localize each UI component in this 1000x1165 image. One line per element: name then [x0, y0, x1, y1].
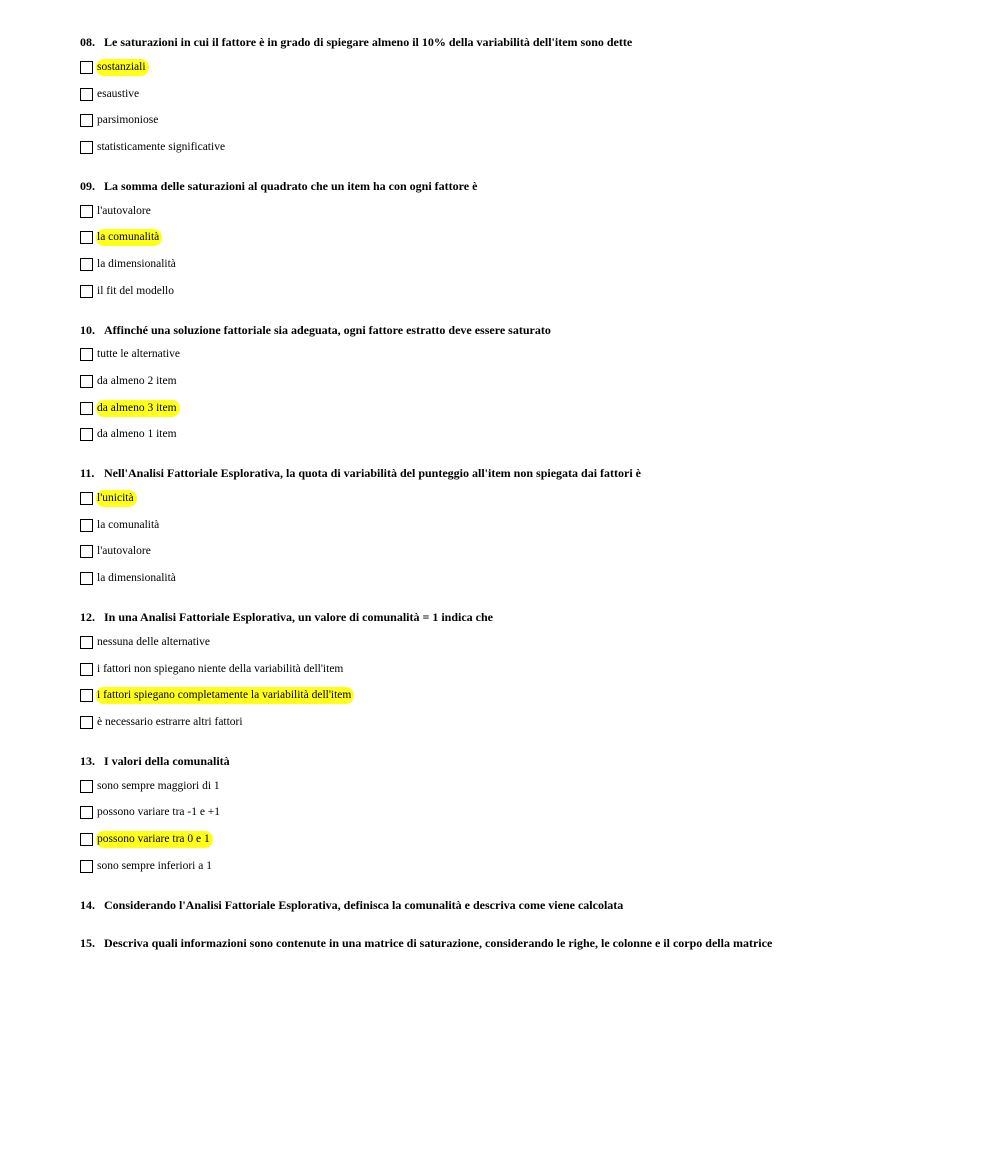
spacer — [80, 305, 960, 318]
checkbox[interactable] — [80, 519, 93, 532]
option-label: la dimensionalità — [97, 572, 176, 585]
option[interactable] — [80, 278, 960, 305]
question-title — [80, 605, 960, 629]
question-number: 08. — [80, 35, 95, 49]
checkbox[interactable] — [80, 636, 93, 649]
question-title — [80, 461, 960, 485]
spacer — [80, 448, 960, 461]
option-label: sostanziali — [96, 59, 149, 76]
question-09 — [80, 174, 960, 305]
question-14 — [80, 893, 960, 917]
option-label: la comunalità — [96, 229, 162, 246]
checkbox[interactable] — [80, 285, 93, 298]
checkbox[interactable] — [80, 572, 93, 585]
checkbox[interactable] — [80, 231, 93, 244]
option[interactable] — [80, 656, 960, 683]
option-label: sono sempre inferiori a 1 — [97, 859, 212, 872]
question-11 — [80, 461, 960, 592]
option-list — [80, 629, 960, 736]
option[interactable] — [80, 709, 960, 736]
question-title — [80, 318, 960, 342]
checkbox[interactable] — [80, 141, 93, 154]
option-list — [80, 54, 960, 161]
option[interactable] — [80, 682, 960, 709]
option-list — [80, 198, 960, 305]
question-title — [80, 893, 960, 917]
option[interactable] — [80, 54, 960, 81]
question-text: Descriva quali informazioni sono contenute in una matrice di saturazione, considerando le righe, le colonne e il corpo della matrice — [104, 935, 773, 950]
option-label: la dimensionalità — [97, 257, 176, 270]
checkbox[interactable] — [80, 205, 93, 218]
option-label: la comunalità — [97, 518, 160, 531]
question-number: 10. — [80, 322, 95, 337]
question-number: 13. — [80, 753, 95, 768]
checkbox[interactable] — [80, 780, 93, 793]
quiz-page — [80, 30, 960, 955]
option-list — [80, 342, 960, 449]
checkbox[interactable] — [80, 348, 93, 361]
option[interactable] — [80, 422, 960, 449]
checkbox[interactable] — [80, 375, 93, 388]
option[interactable] — [80, 251, 960, 278]
spacer — [80, 161, 960, 174]
option-label: i fattori non spiegano niente della variabilità dell'item — [97, 662, 344, 675]
option[interactable] — [80, 485, 960, 512]
option-label: l'autovalore — [97, 545, 151, 558]
checkbox[interactable] — [80, 402, 93, 415]
question-text: Nell'Analisi Fattoriale Esplorativa, la quota di variabilità del punteggio all'item non spiegata dai fattori è — [104, 466, 641, 481]
option[interactable] — [80, 81, 960, 108]
option[interactable] — [80, 224, 960, 251]
checkbox[interactable] — [80, 492, 93, 505]
checkbox[interactable] — [80, 258, 93, 271]
question-12 — [80, 605, 960, 736]
checkbox[interactable] — [80, 833, 93, 846]
spacer — [80, 917, 960, 931]
question-title — [80, 931, 960, 955]
option-label: l'unicità — [96, 490, 137, 507]
spacer — [80, 592, 960, 605]
option-label: sono sempre maggiori di 1 — [97, 779, 220, 792]
checkbox[interactable] — [80, 860, 93, 873]
question-15 — [80, 931, 960, 955]
option-label: tutte le alternative — [97, 348, 181, 361]
option-label: possono variare tra 0 e 1 — [96, 831, 213, 848]
option[interactable] — [80, 853, 960, 880]
checkbox[interactable] — [80, 114, 93, 127]
spacer — [80, 736, 960, 749]
option[interactable] — [80, 342, 960, 369]
question-number: 11. — [80, 466, 95, 481]
checkbox[interactable] — [80, 663, 93, 676]
question-text: I valori della comunalità — [104, 753, 230, 768]
checkbox[interactable] — [80, 689, 93, 702]
option-list — [80, 485, 960, 592]
option-label: esaustive — [97, 87, 140, 100]
question-08 — [80, 30, 960, 161]
option[interactable] — [80, 107, 960, 134]
option-label: i fattori spiegano completamente la variabilità dell'item — [96, 687, 354, 704]
question-13 — [80, 749, 960, 880]
checkbox[interactable] — [80, 716, 93, 729]
checkbox[interactable] — [80, 88, 93, 101]
checkbox[interactable] — [80, 806, 93, 819]
option-label: statisticamente significative — [97, 140, 226, 153]
option-label: è necessario estrarre altri fattori — [97, 715, 243, 728]
question-number: 12. — [80, 610, 95, 624]
option-label: nessuna delle alternative — [97, 635, 211, 648]
question-text: Le saturazioni in cui il fattore è in grado di spiegare almeno il 10% della variabilità dell'item sono dette — [104, 35, 633, 49]
question-number: 15. — [80, 935, 95, 950]
option-label: l'autovalore — [97, 204, 151, 217]
question-title — [80, 30, 960, 54]
question-text: La somma delle saturazioni al quadrato che un item ha con ogni fattore è — [104, 178, 478, 193]
option[interactable] — [80, 395, 960, 422]
question-text: Considerando l'Analisi Fattoriale Esplorativa, definisca la comunalità e descriva come viene calcolata — [104, 897, 624, 912]
option[interactable] — [80, 539, 960, 566]
option-label: parsimoniose — [97, 114, 159, 127]
option[interactable] — [80, 368, 960, 395]
option-label: da almeno 3 item — [96, 400, 180, 417]
question-10 — [80, 318, 960, 449]
option[interactable] — [80, 799, 960, 826]
option[interactable] — [80, 773, 960, 800]
option-label: da almeno 2 item — [97, 375, 177, 388]
checkbox[interactable] — [80, 61, 93, 74]
checkbox[interactable] — [80, 428, 93, 441]
option-label: da almeno 1 item — [97, 428, 177, 441]
question-number: 14. — [80, 897, 95, 912]
option[interactable] — [80, 629, 960, 656]
option[interactable] — [80, 826, 960, 853]
option[interactable] — [80, 198, 960, 225]
option[interactable] — [80, 134, 960, 161]
option[interactable] — [80, 512, 960, 539]
option-list — [80, 773, 960, 880]
question-number: 09. — [80, 178, 95, 193]
option-label: il fit del modello — [97, 284, 174, 297]
question-title — [80, 749, 960, 773]
spacer — [80, 880, 960, 893]
question-title — [80, 174, 960, 198]
option[interactable] — [80, 565, 960, 592]
option-label: possono variare tra -1 e +1 — [97, 806, 221, 819]
question-text: In una Analisi Fattoriale Esplorativa, un valore di comunalità = 1 indica che — [104, 610, 493, 624]
checkbox[interactable] — [80, 545, 93, 558]
question-text: Affinché una soluzione fattoriale sia adeguata, ogni fattore estratto deve essere saturato — [104, 322, 551, 337]
